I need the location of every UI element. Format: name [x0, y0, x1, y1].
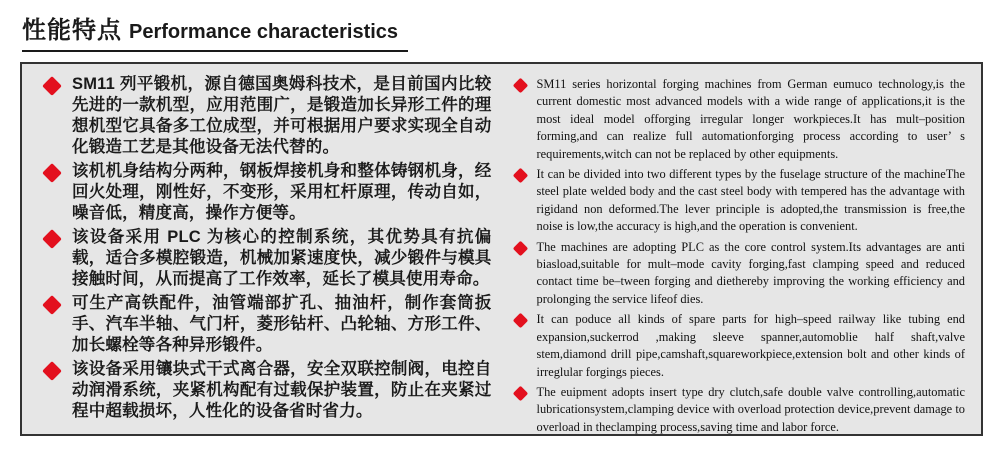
feature-item-en: [512, 311, 966, 381]
diamond-bullet-icon: [512, 78, 528, 94]
feature-item-en: [512, 166, 966, 236]
page-title: [22, 10, 408, 52]
feature-text-en: The euipment adopts insert type dry clutch,safe double valve controlling,automatic lubricationsystem,clamping device with overload protection device,prevent damage to overload in theclamping process,saving time and labor force.: [536, 384, 965, 434]
diamond-bullet-icon: [42, 295, 62, 315]
chinese-feature-column: [42, 74, 496, 436]
feature-text-en: It can be divided into two different types by the fuselage structure of the machineThe steel plate welded body and the cast steel body with tempered has the advantage with rigidand non deformed.The lever principle is adopted,the transmission is free,the noise is low,the accuracy is high,and the operation is convenient.: [536, 167, 965, 234]
page-header: [22, 10, 408, 52]
feature-text-zh: SM11 列平锻机，源自德国奥姆科技术，是目前国内比较先进的一款机型，应用范围广，是锻造加长异形工件的理想机型它具备多工位成型，并可根据用户要求实现全自动化锻造工艺是其他设备无法代替的。: [72, 75, 492, 156]
feature-text-zh: 该设备采用镶块式干式离合器，安全双联控制阀，电控自动润滑系统，夹紧机构配有过载保护装置，防止在夹紧过程中超载损坏，人性化的设备省时省力。: [72, 360, 492, 420]
diamond-bullet-icon: [512, 240, 528, 256]
diamond-bullet-icon: [42, 229, 62, 249]
feature-item-zh: [42, 359, 492, 422]
english-feature-column: [512, 74, 966, 436]
diamond-bullet-icon: [42, 76, 62, 96]
feature-text-en: It can poduce all kinds of spare parts for high–speed railway like tubing end expansion,suckerrod ,making sleeve spanner,automoblie half shaft,valve stem,diamond drill pipe,camshaft,squareworkpiece,extension bolt and other kinds of irreglular forgings pieces.: [536, 312, 965, 379]
diamond-bullet-icon: [42, 361, 62, 381]
feature-text-zh: 该设备采用 PLC 为核心的控制系统，其优势具有抗偏载，适合多模腔锻造，机械加紧速度快，减少锻件与模具接触时间，从而提高了工作效率，延长了模具使用寿命。: [72, 228, 492, 288]
feature-item-en: [512, 384, 966, 436]
feature-item-en: [512, 76, 966, 163]
diamond-bullet-icon: [42, 163, 62, 183]
feature-item-zh: [42, 74, 492, 158]
performance-characteristics-panel: [20, 62, 983, 436]
page-title-chinese: 性能特点: [22, 17, 122, 44]
diamond-bullet-icon: [512, 386, 528, 402]
feature-text-zh: 可生产高铁配件，油管端部扩孔、抽油杆，制作套筒扳手、汽车半轴、气门杆，菱形钻杆、凸轮轴、方形工件、加长螺栓等各种异形锻件。: [72, 294, 492, 354]
feature-item-zh: [42, 227, 492, 290]
diamond-bullet-icon: [512, 168, 528, 184]
diamond-bullet-icon: [512, 313, 528, 329]
feature-text-en: SM11 series horizontal forging machines from German eumuco technology,is the current domestic most advanced models with a wide range of applications,it is the most ideal model offorging irregular longer workpieces.It has mult–position forming,and can realize full automationforging process according to user’ s requirements,witch can not be replaced by other equipments.: [536, 77, 965, 161]
page-title-english: Performance characteristics: [129, 21, 399, 43]
feature-item-zh: [42, 293, 492, 356]
feature-text-zh: 该机机身结构分两种，钢板焊接机身和整体铸钢机身，经回火处理，刚性好，不变形，采用杠杆原理，传动自如，噪音低，精度高，操作方便等。: [72, 162, 492, 222]
feature-item-en: [512, 239, 966, 309]
feature-item-zh: [42, 161, 492, 224]
feature-text-en: The machines are adopting PLC as the core control system.Its advantages are anti biasload,suitable for mult–mode cavity forging,fast clamping speed and reduced contact time be–tween forging and diethereby improving the working efficiency and prolonging the service lifeof dies.: [536, 239, 965, 306]
